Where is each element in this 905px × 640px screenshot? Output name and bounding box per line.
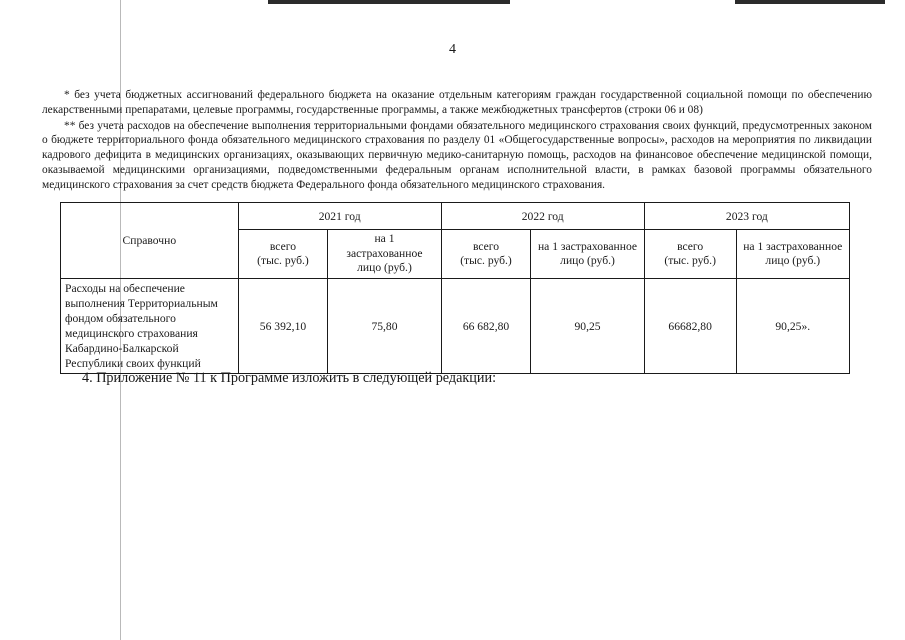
table-cell-total-2021: 56 392,10 [238, 279, 328, 374]
table-cell-per-insured-2021: 75,80 [328, 279, 441, 374]
reference-table [60, 202, 850, 374]
footnote-double-asterisk: ** без учета расходов на обеспечение выполнения территориальными фондами обязательного медицинского страхования своих функций, предусмотренных законом о бюджете территориального фонда обязательного медицинского страхования по разделу 01 «Общегосударственные вопросы», расходов на мероприятия по ликвидации кадрового дефицита в медицинских организациях, оказывающих первичную медико-санитарную помощь, расходов на финансовое обеспечение медицинской помощи, оказываемой медицинскими организациями, подведомственными федеральным органам исполнительной власти, в рамках базовой программы обязательного медицинского страхования за счет средств бюджета Федерального фонда обязательного медицинского страхования. [42, 119, 872, 191]
table-row [61, 279, 850, 374]
table-subheader-total-2022: всего (тыс. руб.) [441, 230, 531, 279]
footnotes-block [42, 88, 872, 194]
table-header-year-2022: 2022 год [441, 203, 644, 230]
table-corner-label: Справочно [61, 203, 239, 279]
table-header-row-years [61, 203, 850, 230]
table-cell-total-2022: 66 682,80 [441, 279, 531, 374]
closing-paragraph: 4. Приложение № 11 к Программе изложить в следующей редакции: [82, 370, 497, 386]
table-subheader-total-2021: всего (тыс. руб.) [238, 230, 328, 279]
table-row-label: Расходы на обеспечение выполнения Территориальным фондом обязательного медицинского страхования Кабардино-Балкарской Республики своих функций [61, 279, 239, 374]
table-subheader-per-insured-2023: на 1 застрахованное лицо (руб.) [736, 230, 849, 279]
footnote-single-asterisk: * без учета бюджетных ассигнований федерального бюджета на оказание отдельным категориям граждан государственной социальной помощи по обеспечению лекарственными препаратами, целевые программы, государственные программы, а также межбюджетных трансфертов (строки 06 и 08) [42, 89, 872, 116]
table-cell-per-insured-2023: 90,25». [736, 279, 849, 374]
table-subheader-per-insured-2021: на 1 застрахованное лицо (руб.) [328, 230, 441, 279]
table-header-year-2023: 2023 год [644, 203, 849, 230]
table-header-year-2021: 2021 год [238, 203, 441, 230]
scan-artifact-right [735, 0, 885, 4]
table-subheader-total-2023: всего (тыс. руб.) [644, 230, 736, 279]
table-cell-total-2023: 66682,80 [644, 279, 736, 374]
page-number: 4 [449, 42, 456, 57]
table-cell-per-insured-2022: 90,25 [531, 279, 644, 374]
scan-artifact-left [268, 0, 510, 4]
table-subheader-per-insured-2022: на 1 застрахованное лицо (руб.) [531, 230, 644, 279]
